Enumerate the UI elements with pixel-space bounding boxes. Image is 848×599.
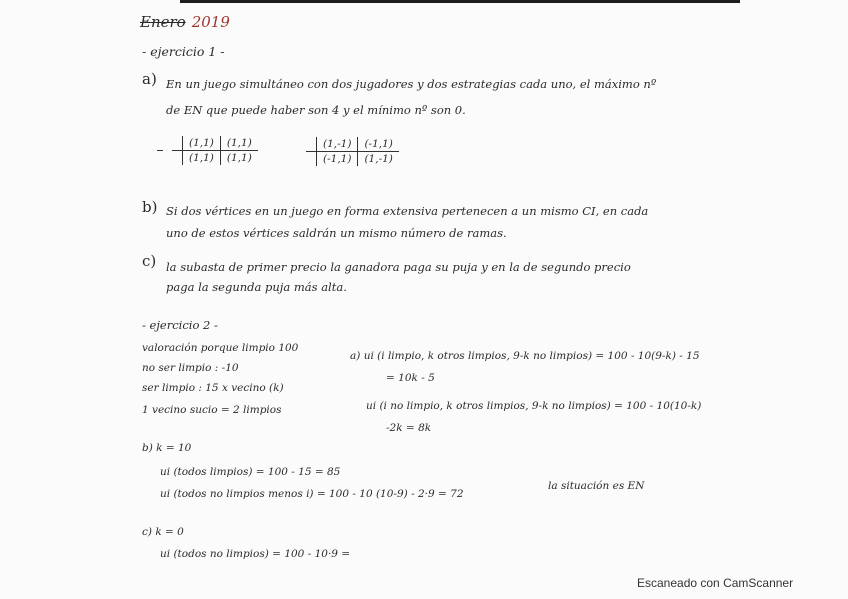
- ex1-c-line2: paga la segunda puja más alta.: [166, 280, 347, 294]
- matrix-cell: (1,1): [183, 136, 221, 151]
- ex2-left-line3: ser limpio : 15 x vecino (k): [142, 382, 284, 394]
- title-month: Enero: [140, 13, 186, 31]
- camscanner-watermark: Escaneado con CamScanner: [637, 576, 794, 590]
- ex2-c-line1: c) k = 0: [142, 526, 184, 538]
- matrix-cell: (1,-1): [317, 137, 358, 152]
- matrix-row: [172, 136, 258, 151]
- exercise-2-heading: - ejercicio 2 -: [142, 318, 218, 332]
- ex2-a-line2: = 10k - 5: [386, 372, 435, 384]
- scan-top-edge: [180, 0, 740, 3]
- matrix-cell: (1,1): [220, 151, 257, 166]
- ex1-a-line1: En un juego simultáneo con dos jugadores y dos estrategias cada uno, el máximo nº: [166, 77, 657, 91]
- matrix-cell: (1,1): [220, 136, 257, 151]
- title-year: 2019: [191, 13, 230, 31]
- ex2-b-line1: b) k = 10: [142, 442, 192, 454]
- ex1-a-label: a): [142, 70, 157, 88]
- ex2-b-note: la situación es EN: [548, 480, 645, 492]
- matrix-cell: (1,1): [183, 151, 221, 166]
- ex1-c-line1: la subasta de primer precio la ganadora paga su puja y en la de segundo precio: [166, 260, 631, 274]
- ex1-b-label: b): [142, 198, 158, 216]
- matrix-row: [306, 137, 399, 152]
- ex2-c-line2: ui (todos no limpios) = 100 - 10·9 =: [160, 548, 351, 560]
- ex2-a-line3: ui (i no limpio, k otros limpios, 9-k no limpios) = 100 - 10(10-k): [366, 400, 702, 412]
- matrix-row: [172, 151, 258, 166]
- ex2-left-line1: valoración porque limpio 100: [142, 342, 299, 354]
- ex2-a-line4: -2k = 8k: [386, 422, 432, 434]
- matrix-cell: (-1,1): [317, 152, 358, 167]
- dash-mark: [157, 150, 163, 151]
- ex1-c-label: c): [142, 252, 157, 270]
- matrix-row: [306, 152, 399, 167]
- ex2-b-line2: ui (todos limpios) = 100 - 15 = 85: [160, 466, 341, 478]
- payoff-matrix-2: [306, 137, 399, 166]
- payoff-matrix-1: [172, 136, 258, 165]
- ex1-b-line1: Si dos vértices en un juego en forma extensiva pertenecen a un mismo CI, en cada: [166, 204, 649, 218]
- ex2-a-line1: a) ui (i limpio, k otros limpios, 9-k no limpios) = 100 - 10(9-k) - 15: [350, 350, 700, 362]
- page-title: [140, 13, 230, 31]
- exercise-1-heading: - ejercicio 1 -: [142, 44, 225, 59]
- matrix-cell: (1,-1): [358, 152, 399, 167]
- ex1-a-line2: de EN que puede haber son 4 y el mínimo nº son 0.: [166, 103, 466, 117]
- matrix-cell: (-1,1): [358, 137, 399, 152]
- ex1-b-line2: uno de estos vértices saldrán un mismo número de ramas.: [166, 226, 507, 240]
- ex2-b-line3: ui (todos no limpios menos i) = 100 - 10 (10-9) - 2·9 = 72: [160, 488, 464, 500]
- ex2-left-line2: no ser limpio : -10: [142, 362, 239, 374]
- ex2-left-line4: 1 vecino sucio = 2 limpios: [142, 404, 282, 416]
